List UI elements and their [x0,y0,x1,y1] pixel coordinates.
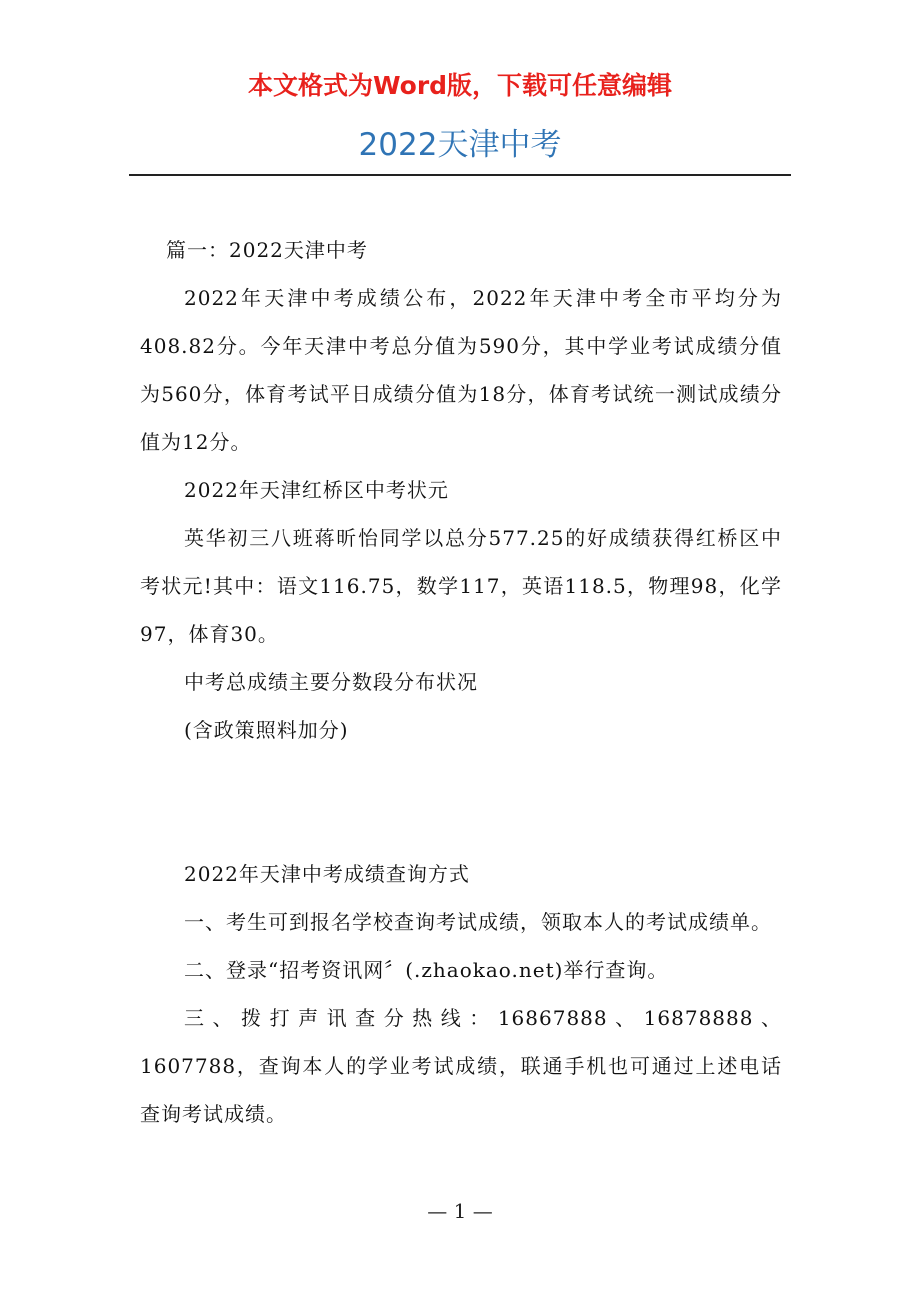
document-title: 2022天津中考 [358,127,562,163]
paragraph-score-announcement: 2022年天津中考成绩公布，2022年天津中考全市平均分为408.82分。今年天津中考总分值为590分，其中学业考试成绩分值为560分，体育考试平日成绩分值为18分，体育考试统一测试成绩分值为12分。 [140,286,782,454]
download-banner: 本文格式为Word版，下载可任意编辑 [247,71,673,100]
section-heading: 篇一：2022天津中考 [166,238,368,262]
page-number: — 1 — [427,1199,493,1223]
paragraph-query-hotline: 三、拨打声讯查分热线：16867888、16878888、1607788，查询本人的学业考试成绩，联通手机也可通过上述电话查询考试成绩。 [140,1006,782,1126]
paragraph-hongqiao-heading: 2022年天津红桥区中考状元 [184,478,449,502]
paragraph-query-website: 二、登录“招考资讯网〞(.zhaokao.net)举行查询。 [184,958,669,982]
paragraph-query-school: 一、考生可到报名学校查询考试成绩，领取本人的考试成绩单。 [184,910,772,934]
document-body [140,226,782,1138]
paragraph-distribution-note: (含政策照料加分) [184,718,349,742]
blank-space [140,754,782,850]
paragraph-distribution-heading: 中考总成绩主要分数段分布状况 [184,670,478,694]
paragraph-top-scorer: 英华初三八班蒋昕怡同学以总分577.25的好成绩获得红桥区中考状元!其中：语文116.75，数学117，英语118.5，物理98，化学97，体育30。 [140,526,782,646]
title-divider [129,174,791,176]
paragraph-query-heading: 2022年天津中考成绩查询方式 [184,862,470,886]
